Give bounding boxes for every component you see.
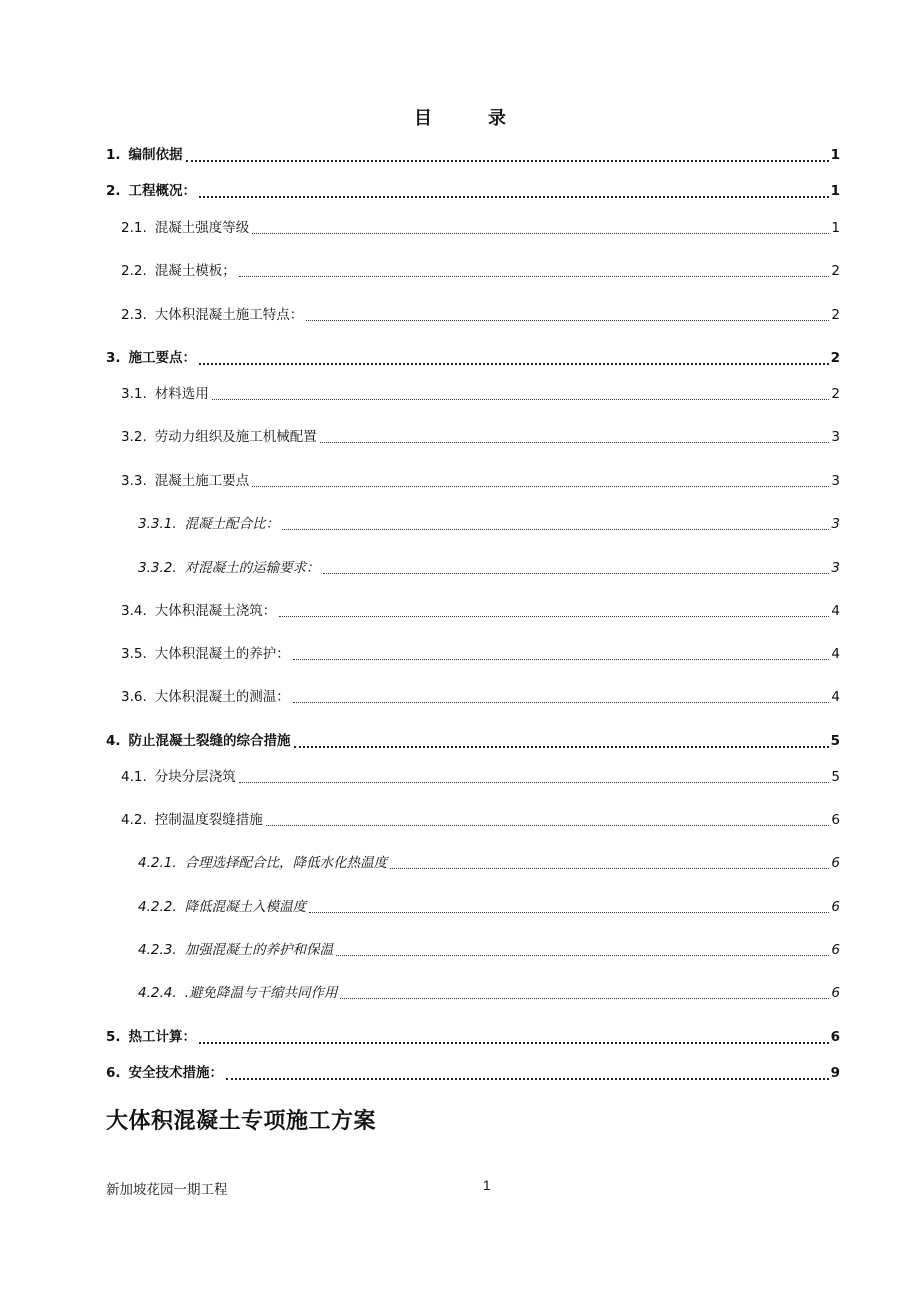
toc-dot-leader [320, 441, 830, 443]
toc-entry[interactable] [121, 687, 840, 707]
toc-entry-page: 6 [831, 942, 840, 958]
toc-entry-page: 3 [831, 473, 840, 489]
toc-entry-title: 编制依据 [128, 147, 183, 163]
toc-dot-leader [279, 615, 829, 617]
toc-entry-page: 5 [830, 733, 840, 749]
toc-entry-page: 1 [831, 220, 840, 236]
toc-entry[interactable] [121, 261, 840, 281]
toc-dot-leader [309, 911, 829, 913]
toc-entry-page: 2 [830, 350, 840, 366]
toc-entry[interactable] [138, 853, 840, 873]
toc-entry-page: 3 [831, 429, 840, 445]
toc-entry-page: 9 [830, 1065, 840, 1081]
toc-entry-title: 混凝土强度等级 [154, 220, 250, 236]
toc-dot-leader [282, 528, 829, 530]
toc-entry-title: 大体积混凝土的养护： [154, 646, 290, 662]
toc-entry-page: 2 [831, 263, 840, 279]
toc-entry-title: 大体积混凝土浇筑： [154, 603, 277, 619]
toc-entry[interactable] [138, 558, 840, 578]
toc-entry-number: 4.2.2. [138, 899, 177, 915]
toc-entry-number: 2. [106, 183, 121, 199]
toc-entry-title: 加强混凝土的养护和保温 [184, 942, 334, 958]
toc-entry-number: 3.6. [121, 689, 147, 705]
toc-entry[interactable] [121, 471, 840, 491]
toc-entry[interactable] [121, 305, 840, 325]
toc-dot-leader [239, 275, 830, 277]
toc-dot-leader [293, 658, 830, 660]
toc-entry-page: 6 [831, 899, 840, 915]
toc-entry-title: 大体积混凝土施工特点： [154, 307, 304, 323]
toc-title-part1: 目 [414, 108, 432, 129]
toc-entry[interactable] [121, 427, 840, 447]
toc-entry[interactable] [138, 897, 840, 917]
toc-entry-number: 2.2. [121, 263, 147, 279]
toc-entry-title: 材料选用 [154, 386, 209, 402]
toc-entry-number: 3.5. [121, 646, 147, 662]
toc-entry[interactable] [138, 514, 840, 534]
toc-entry[interactable] [106, 1063, 840, 1083]
toc-entry-title: 劳动力组织及施工机械配置 [154, 429, 317, 445]
toc-entry-page: 3 [831, 560, 840, 576]
toc-entry-page: 6 [831, 855, 840, 871]
toc-entry-page: 1 [830, 183, 840, 199]
toc-entry-number: 4.2. [121, 812, 147, 828]
toc-title [0, 104, 920, 130]
toc-entry-number: 3.3. [121, 473, 147, 489]
toc-entry-page: 4 [831, 603, 840, 619]
toc-entry-page: 6 [831, 985, 840, 1001]
toc-entry-title: 安全技术措施： [128, 1065, 224, 1081]
toc-dot-leader [199, 195, 829, 198]
toc-dot-leader [390, 867, 829, 869]
toc-title-part2: 录 [488, 108, 506, 129]
toc-dot-leader [239, 781, 830, 783]
toc-entry-number: 3.2. [121, 429, 147, 445]
toc-dot-leader [186, 159, 829, 162]
toc-entry[interactable] [121, 384, 840, 404]
toc-entry-number: 2.1. [121, 220, 147, 236]
toc-dot-leader [252, 232, 829, 234]
toc-entry-title: 对混凝土的运输要求： [184, 560, 320, 576]
toc-entry-title: 防止混凝土裂缝的综合措施 [128, 733, 291, 749]
toc-entry-title: 混凝土施工要点 [154, 473, 250, 489]
toc-entry[interactable] [138, 983, 840, 1003]
toc-dot-leader [199, 362, 829, 365]
toc-dot-leader [226, 1077, 829, 1080]
toc-entry-number: 4.2.4. [138, 985, 177, 1001]
toc-entry-number: 3.3.1. [138, 516, 177, 532]
toc-dot-leader [323, 572, 830, 574]
footer-page-number: 1 [483, 1178, 491, 1193]
toc-entry-page: 2 [831, 386, 840, 402]
toc-entry-number: 4.2.1. [138, 855, 177, 871]
toc-entry-number: 4.2.3. [138, 942, 177, 958]
toc-entry-page: 6 [830, 1029, 840, 1045]
toc-entry[interactable] [121, 601, 840, 621]
toc-entry-number: 6. [106, 1065, 121, 1081]
toc-dot-leader [212, 398, 830, 400]
toc-entry-title: 混凝土模板； [154, 263, 236, 279]
toc-entry[interactable] [106, 348, 840, 368]
toc-entry-title: 大体积混凝土的测温： [154, 689, 290, 705]
toc-dot-leader [293, 701, 830, 703]
toc-entry-page: 6 [831, 812, 840, 828]
toc-entry-title: 热工计算： [128, 1029, 197, 1045]
toc-entry[interactable] [121, 810, 840, 830]
toc-entry-page: 1 [830, 147, 840, 163]
footer-project-name: 新加坡花园一期工程 [106, 1182, 228, 1198]
toc-entry-title: 混凝土配合比： [184, 516, 280, 532]
toc-entry-page: 3 [831, 516, 840, 532]
toc-entry-title: 分块分层浇筑 [154, 769, 236, 785]
toc-entry-number: 3. [106, 350, 121, 366]
toc-entry-title: 降低混凝土入模温度 [184, 899, 307, 915]
toc-entry-title: .避免降温与干缩共同作用 [184, 985, 338, 1001]
toc-dot-leader [199, 1041, 829, 1044]
toc-entry-number: 3.1. [121, 386, 147, 402]
toc-entry-number: 2.3. [121, 307, 147, 323]
toc-entry[interactable] [106, 181, 840, 201]
toc-entry-page: 4 [831, 646, 840, 662]
toc-dot-leader [252, 485, 829, 487]
toc-entry-number: 1. [106, 147, 121, 163]
toc-entry-title: 控制温度裂缝措施 [154, 812, 263, 828]
toc-entry[interactable] [121, 767, 840, 787]
toc-entry-number: 3.4. [121, 603, 147, 619]
toc-entry[interactable] [121, 644, 840, 664]
toc-dot-leader [294, 745, 829, 748]
toc-dot-leader [266, 824, 830, 826]
toc-entry[interactable] [106, 145, 840, 165]
toc-entry-page: 2 [831, 307, 840, 323]
toc-entry-page: 4 [831, 689, 840, 705]
toc-entry-number: 4.1. [121, 769, 147, 785]
toc-entry[interactable] [138, 940, 840, 960]
toc-entry[interactable] [106, 1027, 840, 1047]
document-heading: 大体积混凝土专项施工方案 [106, 1109, 377, 1134]
toc-entry-title: 施工要点： [128, 350, 197, 366]
toc-dot-leader [336, 954, 829, 956]
toc-entry[interactable] [106, 731, 840, 751]
toc-entry-title: 工程概况： [128, 183, 197, 199]
toc-dot-leader [340, 997, 829, 999]
toc-dot-leader [306, 319, 829, 321]
toc-entry[interactable] [121, 218, 840, 238]
toc-entry-number: 5. [106, 1029, 121, 1045]
toc-entry-page: 5 [831, 769, 840, 785]
toc-entry-number: 3.3.2. [138, 560, 177, 576]
toc-entry-title: 合理选择配合比，降低水化热温度 [184, 855, 388, 871]
toc-entry-number: 4. [106, 733, 121, 749]
